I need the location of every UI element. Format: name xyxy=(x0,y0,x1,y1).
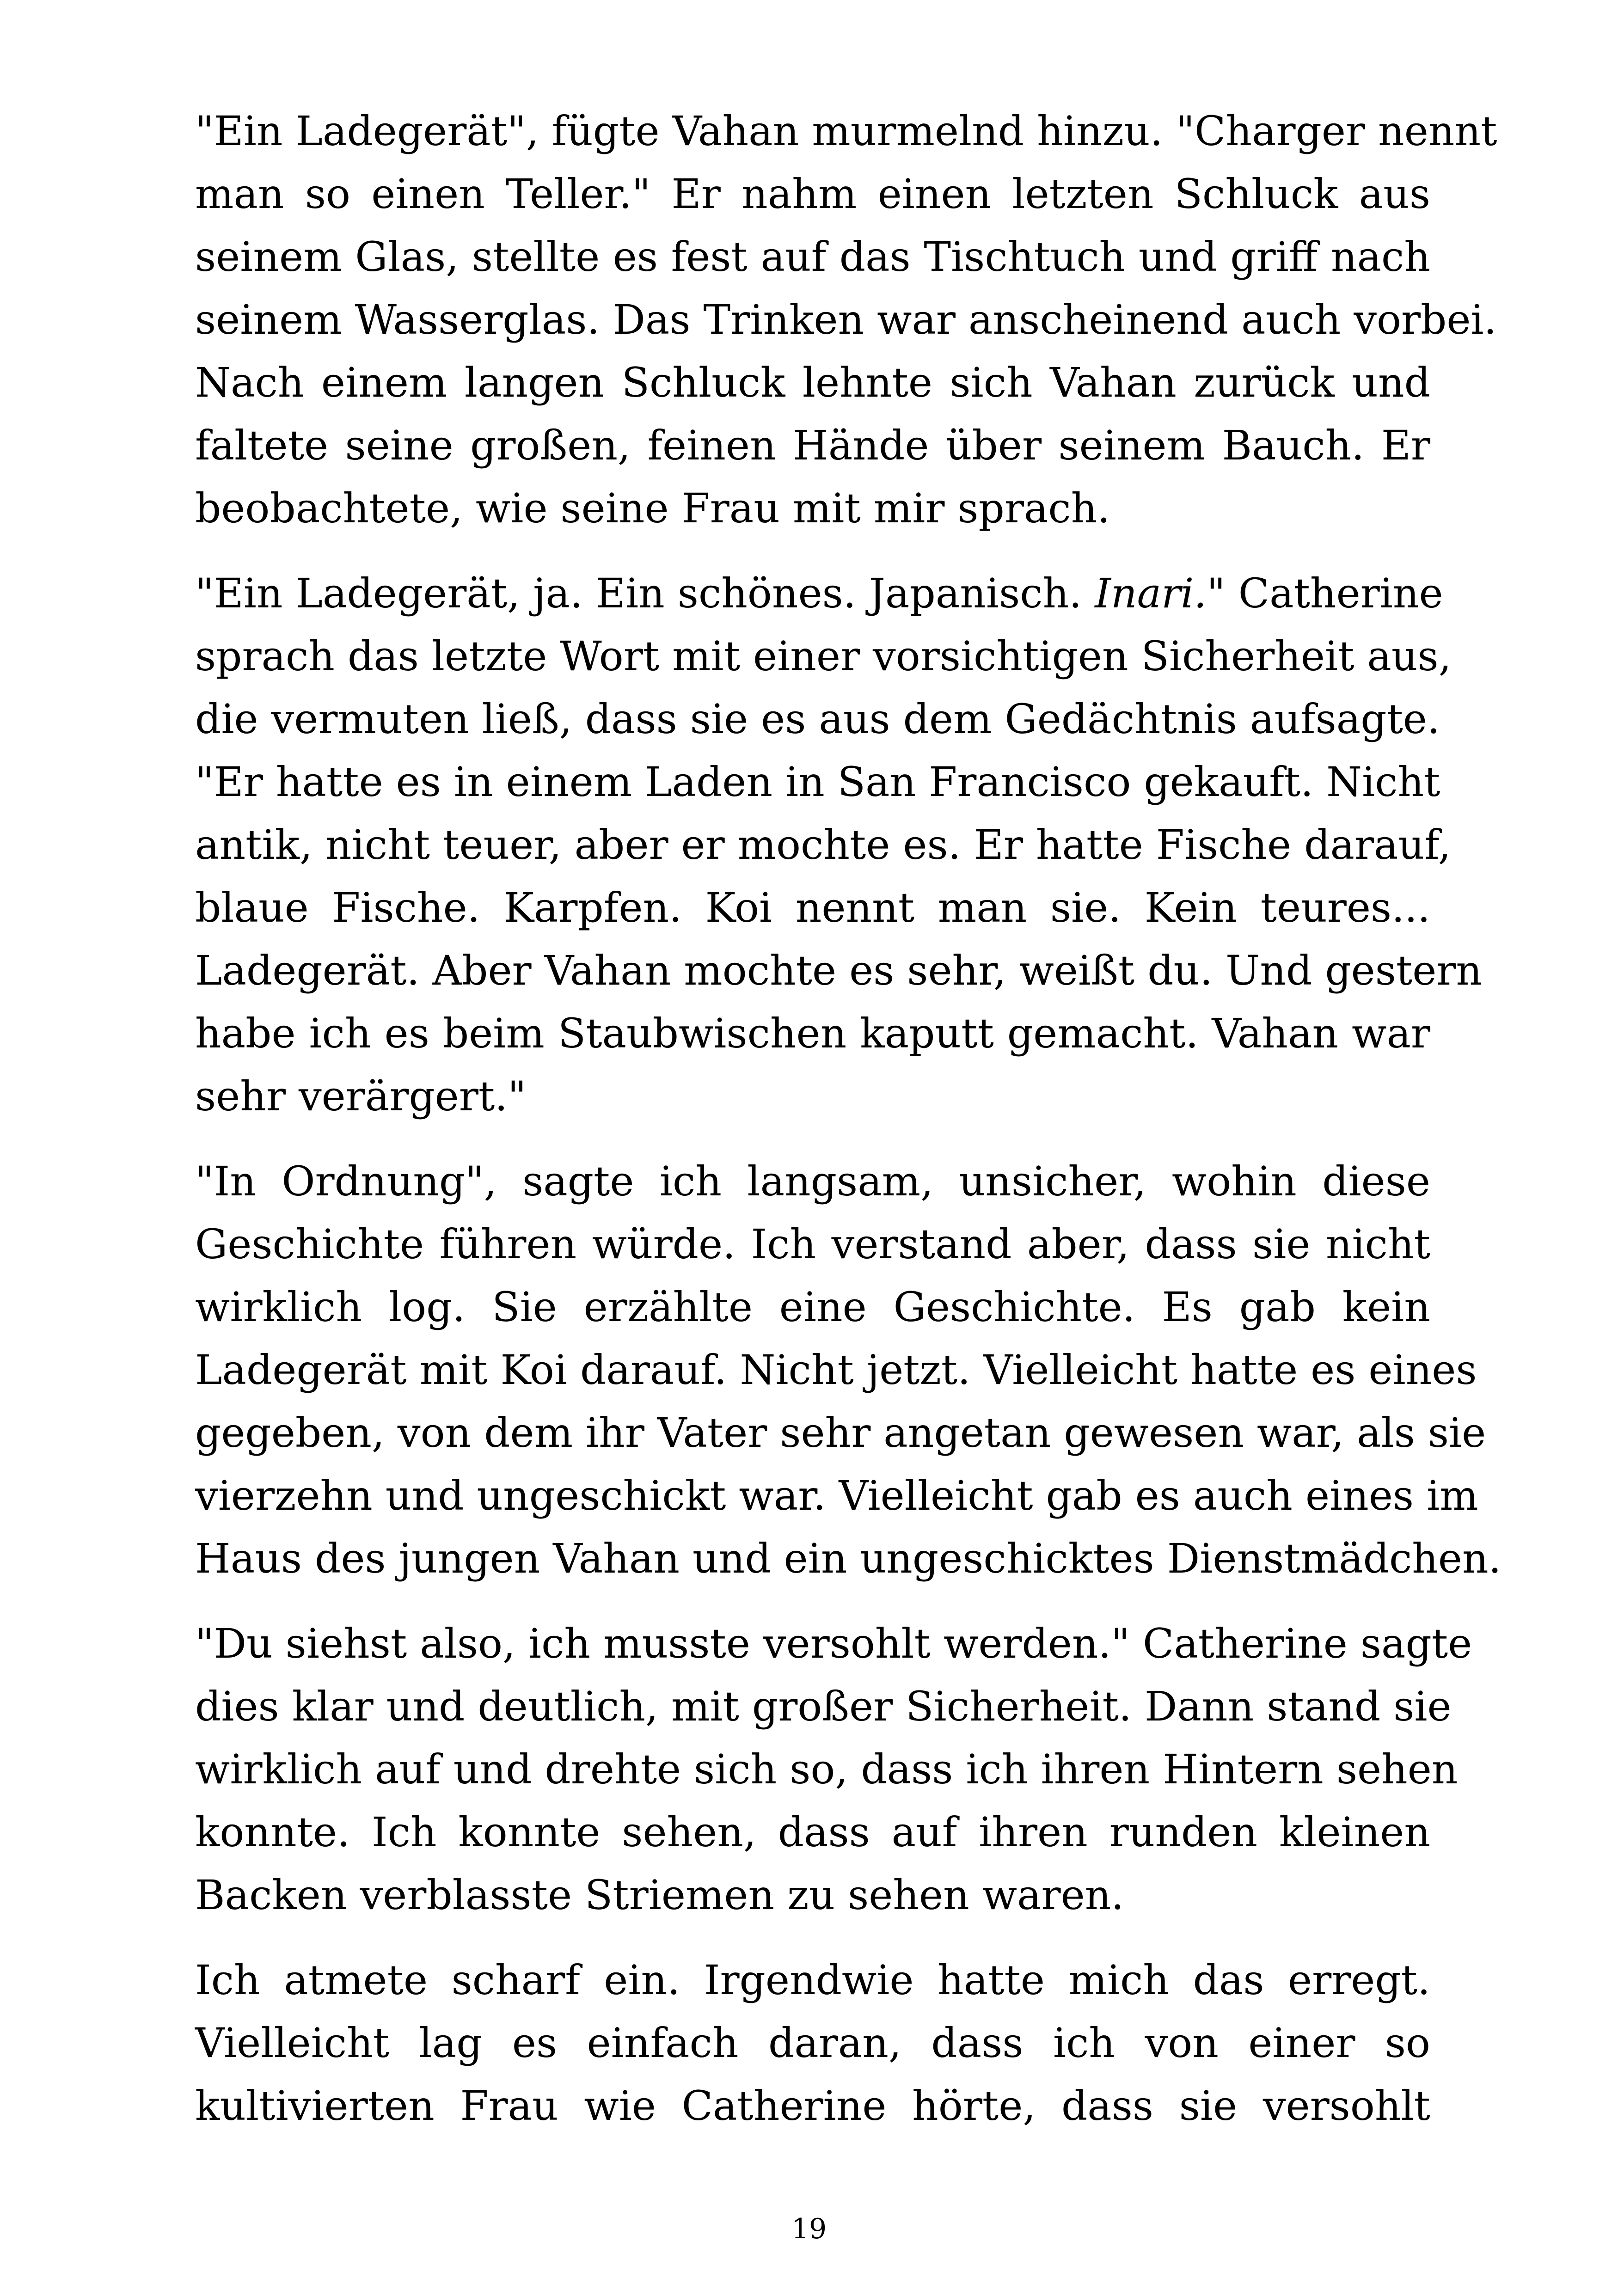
text-line: Ladegerät. Aber Vahan mochte es sehr, weißt du. Und gestern xyxy=(195,947,1483,994)
text-line: "Er hatte es in einem Laden in San Francisco gekauft. Nicht xyxy=(195,758,1440,806)
paragraph-2 xyxy=(195,562,1483,1128)
text-line: wirklich log. Sie erzählte eine Geschichte. Es gab kein xyxy=(195,1283,1430,1331)
text-line: gegeben, von dem ihr Vater sehr angetan gewesen war, als sie xyxy=(195,1409,1486,1457)
text-line: sehr verärgert." xyxy=(195,1072,527,1120)
page-number: 19 xyxy=(791,2213,827,2245)
text-line: seinem Wasserglas. Das Trinken war anscheinend auch vorbei. xyxy=(195,296,1497,343)
text-line: faltete seine großen, feinen Hände über seinem Bauch. Er xyxy=(195,422,1430,469)
text-line: kultivierten Frau wie Catherine hörte, dass sie versohlt xyxy=(195,2082,1430,2130)
text-line: Ladegerät mit Koi darauf. Nicht jetzt. Vielleicht hatte es eines xyxy=(195,1346,1477,1394)
text-line: vierzehn und ungeschickt war. Vielleicht gab es auch eines im xyxy=(195,1472,1478,1519)
text-line: habe ich es beim Staubwischen kaputt gemacht. Vahan war xyxy=(195,1010,1430,1057)
text-line: Ich atmete scharf ein. Irgendwie hatte mich das erregt. xyxy=(195,1956,1430,2004)
text-line xyxy=(195,562,1443,625)
text-line: "Ein Ladegerät", fügte Vahan murmelnd hinzu. "Charger nennt xyxy=(195,107,1497,155)
paragraph-1 xyxy=(195,100,1497,540)
text-segment: "Ein Ladegerät, ja. Ein schönes. Japanisch. xyxy=(195,569,1095,617)
text-line: sprach das letzte Wort mit einer vorsichtigen Sicherheit aus, xyxy=(195,632,1452,680)
text-line: antik, nicht teuer, aber er mochte es. Er hatte Fische darauf, xyxy=(195,821,1451,869)
text-line: blaue Fische. Karpfen. Koi nennt man sie. Kein teures... xyxy=(195,884,1430,931)
text-line: beobachtete, wie seine Frau mit mir sprach. xyxy=(195,484,1110,532)
text-line: wirklich auf und drehte sich so, dass ich ihren Hintern sehen xyxy=(195,1745,1458,1793)
text-line: "In Ordnung", sagte ich langsam, unsicher, wohin diese xyxy=(195,1157,1430,1205)
text-line: Vielleicht lag es einfach daran, dass ich von einer so xyxy=(195,2019,1430,2067)
text-line: Geschichte führen würde. Ich verstand aber, dass sie nicht xyxy=(195,1220,1430,1268)
text-line: man so einen Teller." Er nahm einen letzten Schluck aus xyxy=(195,170,1430,218)
body-text xyxy=(195,100,1502,2160)
paragraph-5 xyxy=(195,1949,1430,2137)
text-line: seinem Glas, stellte es fest auf das Tischtuch und griff nach xyxy=(195,233,1430,281)
text-segment: " Catherine xyxy=(1207,569,1443,617)
text-line: konnte. Ich konnte sehen, dass auf ihren runden kleinen xyxy=(195,1808,1430,1856)
text-line: Haus des jungen Vahan und ein ungeschicktes Dienstmädchen. xyxy=(195,1535,1502,1582)
text-line: dies klar und deutlich, mit großer Sicherheit. Dann stand sie xyxy=(195,1683,1452,1730)
emphasized-text: Inari. xyxy=(1095,569,1207,617)
paragraph-3 xyxy=(195,1150,1502,1590)
text-line: Backen verblasste Striemen zu sehen waren. xyxy=(195,1871,1124,1919)
text-line: die vermuten ließ, dass sie es aus dem Gedächtnis aufsagte. xyxy=(195,695,1440,743)
text-line: Nach einem langen Schluck lehnte sich Vahan zurück und xyxy=(195,359,1430,406)
text-line: "Du siehst also, ich musste versohlt werden." Catherine sagte xyxy=(195,1620,1472,1667)
paragraph-4 xyxy=(195,1612,1472,1927)
